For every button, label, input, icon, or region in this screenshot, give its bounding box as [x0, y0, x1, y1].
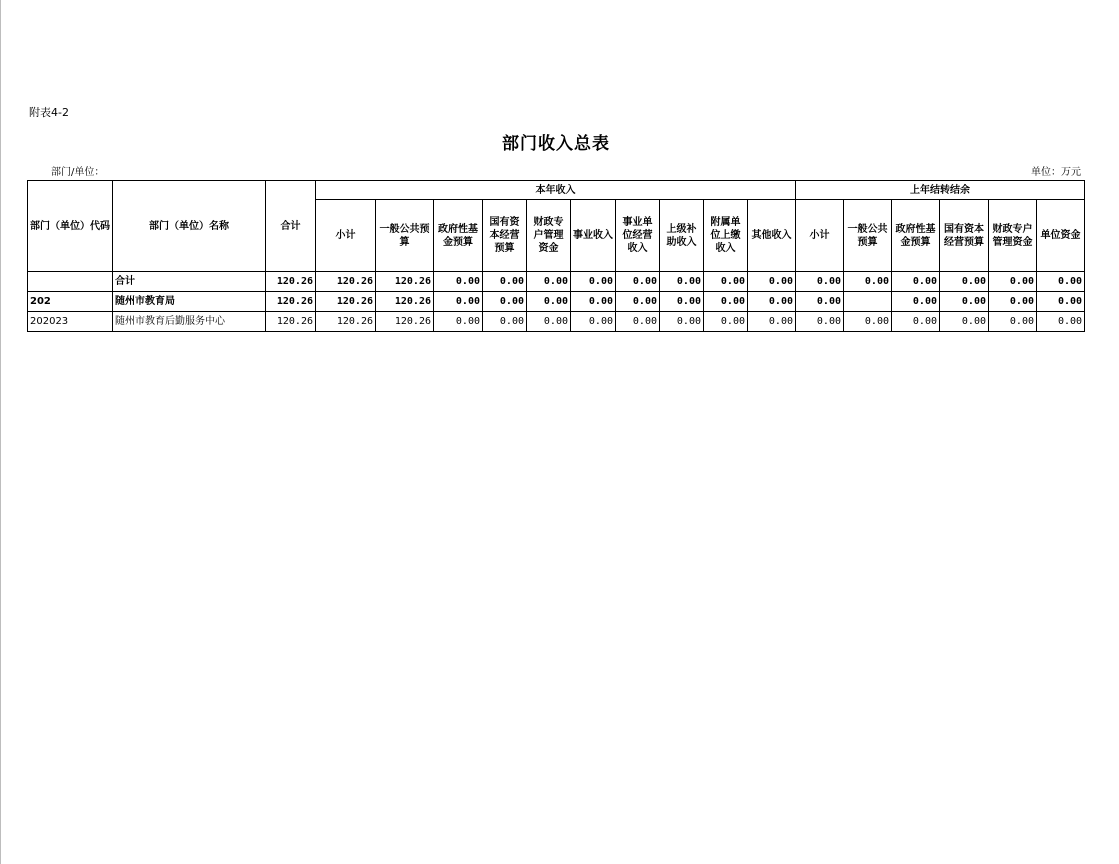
cell-current-business-income: 0.00 [571, 292, 616, 312]
cell-current-other-income: 0.00 [748, 272, 796, 292]
cell-prior-unit-funds: 0.00 [1037, 292, 1085, 312]
cell-prior-gov-fund: 0.00 [892, 292, 940, 312]
col-header-total: 合计 [266, 181, 316, 272]
row-code [28, 272, 113, 292]
cell-current-affiliated-remit: 0.00 [704, 272, 748, 292]
cell-prior-subtotal: 0.00 [796, 272, 844, 292]
cell-prior-gov-fund: 0.00 [892, 312, 940, 332]
cell-current-special-account: 0.00 [527, 292, 571, 312]
cell-current-state-capital: 0.00 [483, 272, 527, 292]
col-header-current-general-budget: 一般公共预算 [376, 200, 434, 272]
col-header-current-operating-income: 事业单位经营收入 [616, 200, 660, 272]
cell-prior-subtotal: 0.00 [796, 312, 844, 332]
cell-current-special-account: 0.00 [527, 272, 571, 292]
table-row-total [28, 272, 1085, 292]
annex-label: 附表4-2 [29, 106, 69, 119]
col-header-name: 部门（单位）名称 [113, 181, 266, 272]
cell-current-state-capital: 0.00 [483, 312, 527, 332]
col-header-current-business-income: 事业收入 [571, 200, 616, 272]
cell-prior-subtotal: 0.00 [796, 292, 844, 312]
row-total: 120.26 [266, 312, 316, 332]
cell-current-operating-income: 0.00 [616, 312, 660, 332]
cell-prior-general-budget: 0.00 [844, 312, 892, 332]
cell-prior-state-capital: 0.00 [940, 272, 989, 292]
row-code: 202 [28, 292, 113, 312]
cell-current-gov-fund: 0.00 [434, 312, 483, 332]
income-summary-table [27, 180, 1085, 332]
cell-current-business-income: 0.00 [571, 272, 616, 292]
col-header-prior-state-capital: 国有资本经营预算 [940, 200, 989, 272]
cell-current-subtotal: 120.26 [316, 312, 376, 332]
cell-current-gov-fund: 0.00 [434, 292, 483, 312]
cell-prior-gov-fund: 0.00 [892, 272, 940, 292]
table-row-department [28, 292, 1085, 312]
cell-current-affiliated-remit: 0.00 [704, 292, 748, 312]
cell-current-gov-fund: 0.00 [434, 272, 483, 292]
cell-prior-general-budget [844, 292, 892, 312]
col-header-prior-subtotal: 小计 [796, 200, 844, 272]
cell-current-subtotal: 120.26 [316, 272, 376, 292]
cell-current-other-income: 0.00 [748, 312, 796, 332]
col-header-current-gov-fund: 政府性基金预算 [434, 200, 483, 272]
cell-prior-special-account: 0.00 [989, 312, 1037, 332]
cell-current-operating-income: 0.00 [616, 292, 660, 312]
cell-current-general-budget: 120.26 [376, 272, 434, 292]
cell-current-superior-subsidy: 0.00 [660, 292, 704, 312]
row-total: 120.26 [266, 272, 316, 292]
col-header-current-subtotal: 小计 [316, 200, 376, 272]
cell-current-affiliated-remit: 0.00 [704, 312, 748, 332]
row-code: 202023 [28, 312, 113, 332]
cell-prior-special-account: 0.00 [989, 292, 1037, 312]
cell-current-general-budget: 120.26 [376, 292, 434, 312]
col-header-current-other-income: 其他收入 [748, 200, 796, 272]
cell-current-subtotal: 120.26 [316, 292, 376, 312]
row-name: 随州市教育后勤服务中心 [113, 312, 266, 332]
cell-current-special-account: 0.00 [527, 312, 571, 332]
cell-prior-state-capital: 0.00 [940, 292, 989, 312]
cell-current-superior-subsidy: 0.00 [660, 272, 704, 292]
cell-current-state-capital: 0.00 [483, 292, 527, 312]
cell-current-other-income: 0.00 [748, 292, 796, 312]
cell-current-operating-income: 0.00 [616, 272, 660, 292]
row-total: 120.26 [266, 292, 316, 312]
cell-current-business-income: 0.00 [571, 312, 616, 332]
col-header-current-state-capital: 国有资本经营预算 [483, 200, 527, 272]
cell-prior-special-account: 0.00 [989, 272, 1037, 292]
col-header-prior-general-budget: 一般公共预算 [844, 200, 892, 272]
col-header-current-superior-subsidy: 上级补助收入 [660, 200, 704, 272]
col-header-code: 部门（单位）代码 [28, 181, 113, 272]
row-name: 随州市教育局 [113, 292, 266, 312]
unit-label: 单位：万元 [1031, 167, 1081, 178]
col-header-prior-gov-fund: 政府性基金预算 [892, 200, 940, 272]
cell-prior-general-budget: 0.00 [844, 272, 892, 292]
table-row-unit [28, 312, 1085, 332]
col-header-current-special-account: 财政专户管理资金 [527, 200, 571, 272]
col-header-current-affiliated-remit: 附属单位上缴收入 [704, 200, 748, 272]
col-header-prior-unit-funds: 单位资金 [1037, 200, 1085, 272]
dept-label: 部门/单位： [51, 167, 105, 178]
cell-current-general-budget: 120.26 [376, 312, 434, 332]
group-header-prior-year: 上年结转结余 [796, 181, 1085, 200]
group-header-current-year: 本年收入 [316, 181, 796, 200]
cell-prior-unit-funds: 0.00 [1037, 272, 1085, 292]
row-name: 合计 [113, 272, 266, 292]
page-title: 部门收入总表 [502, 134, 610, 154]
cell-current-superior-subsidy: 0.00 [660, 312, 704, 332]
col-header-prior-special-account: 财政专户管理资金 [989, 200, 1037, 272]
cell-prior-unit-funds: 0.00 [1037, 312, 1085, 332]
cell-prior-state-capital: 0.00 [940, 312, 989, 332]
